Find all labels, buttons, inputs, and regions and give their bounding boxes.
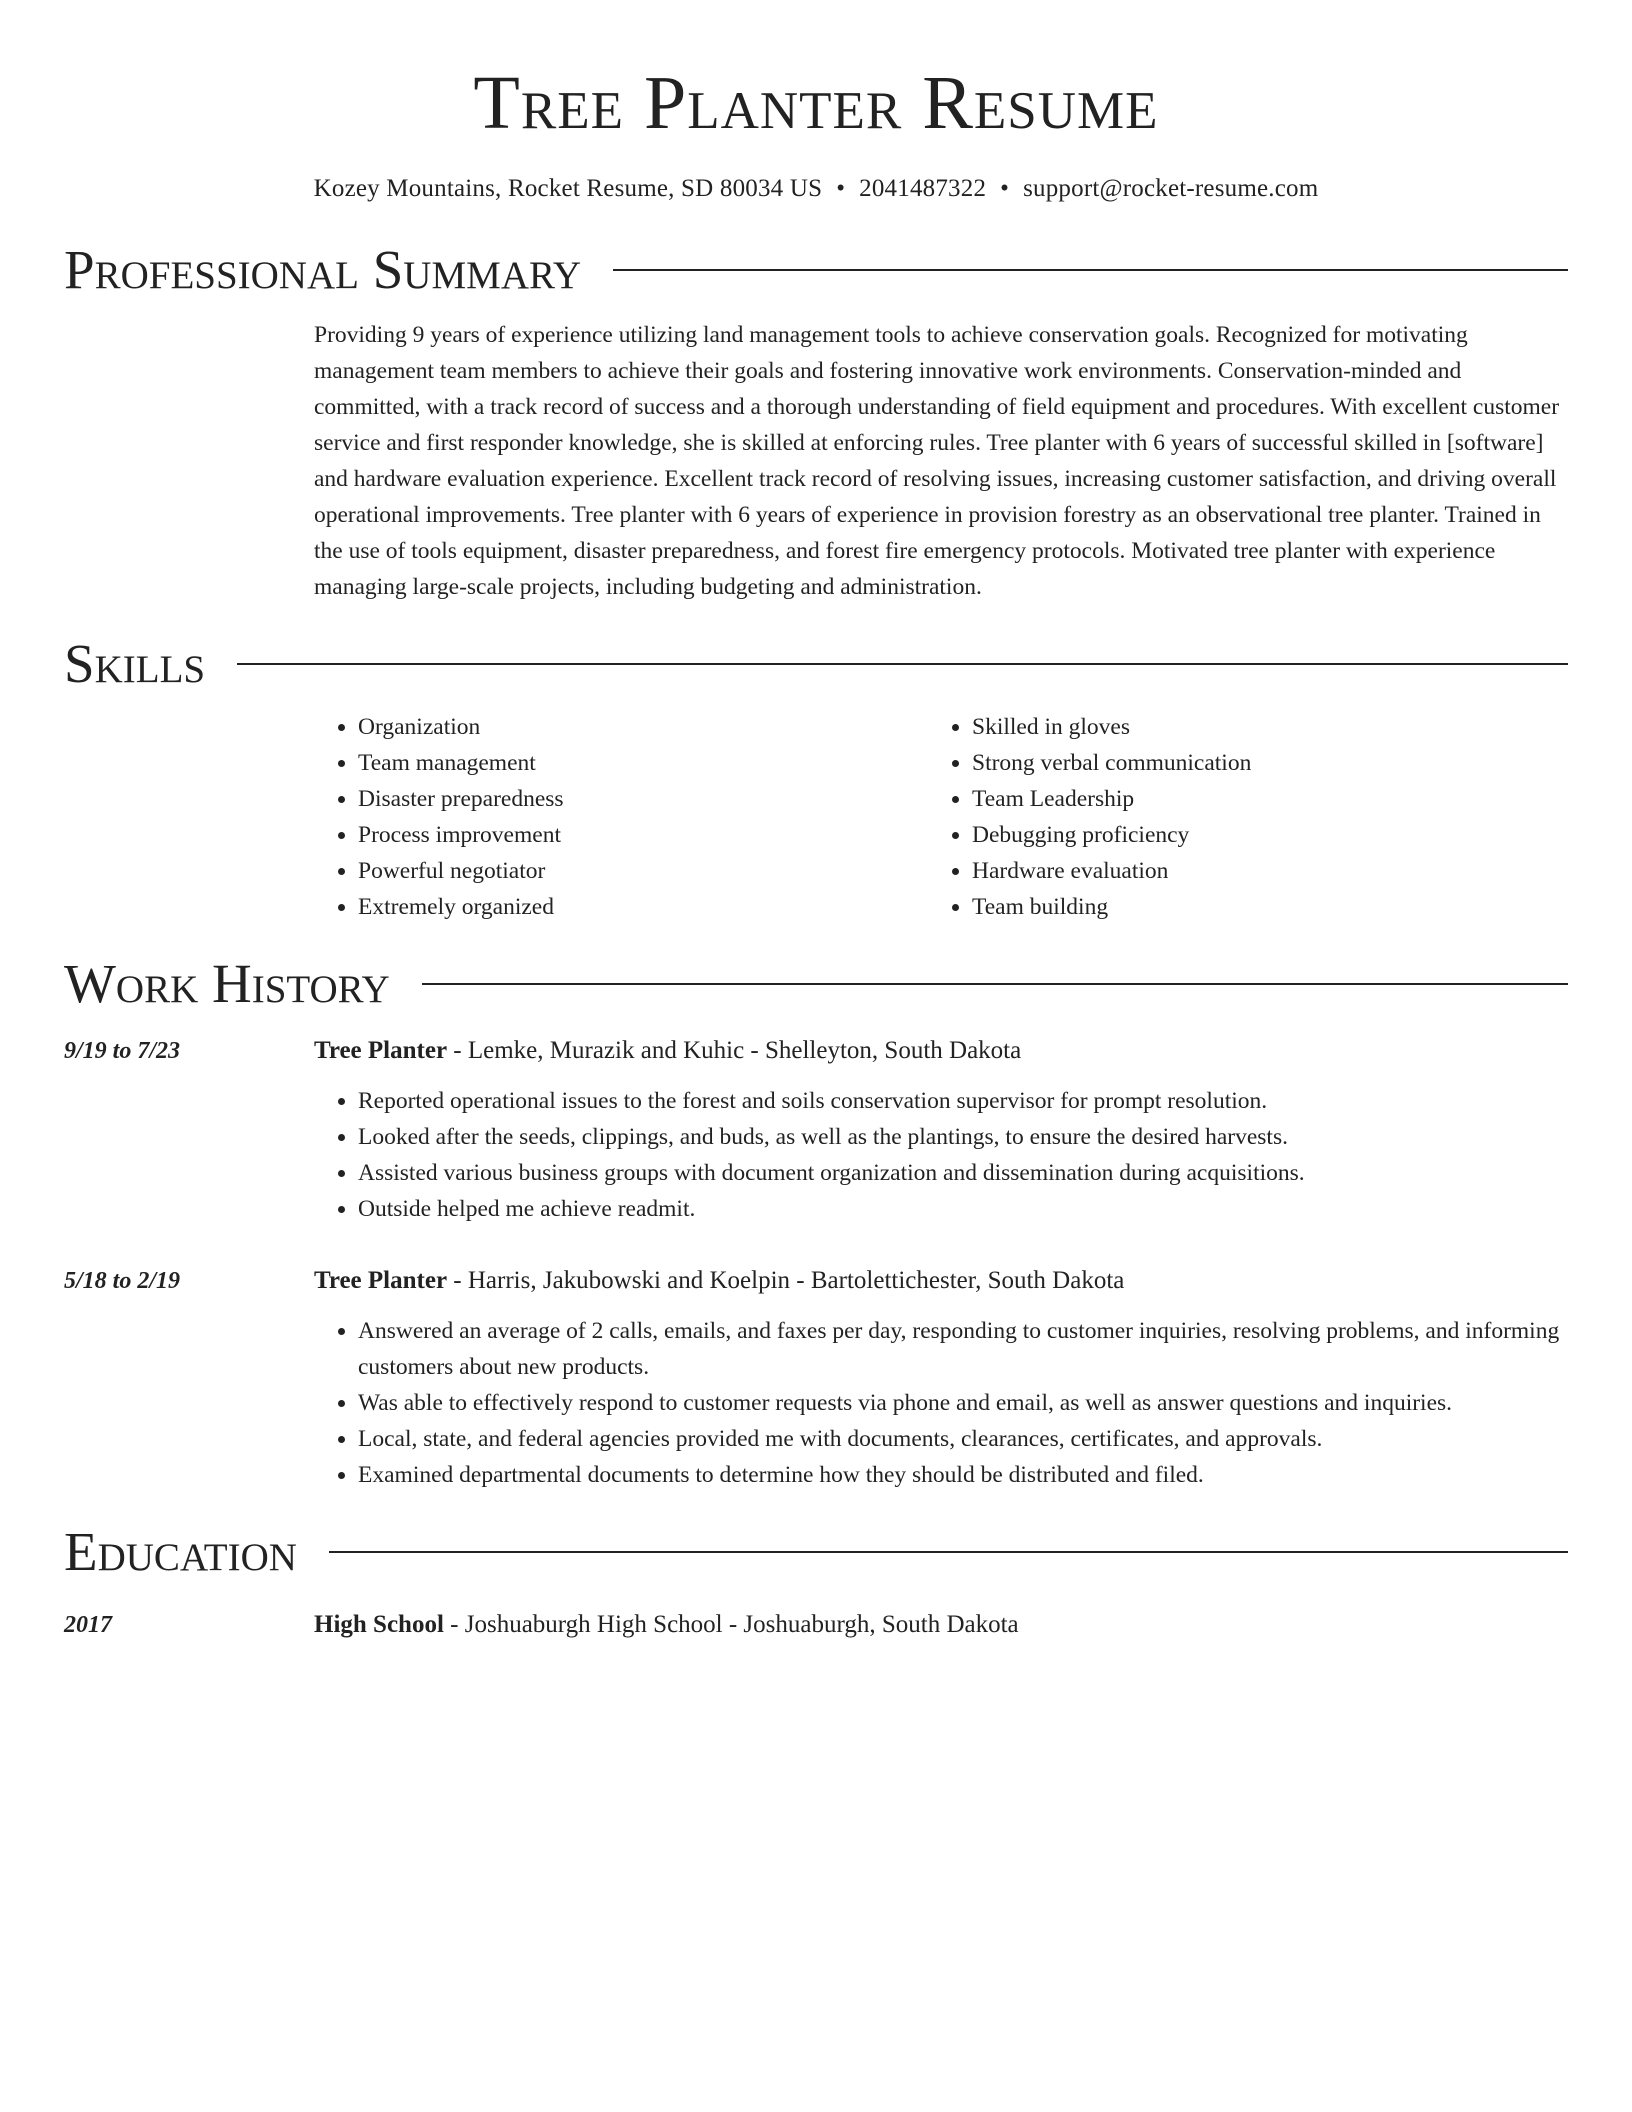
education-title: Education (64, 1521, 297, 1583)
summary-body (314, 317, 1568, 605)
education-header (64, 1519, 1568, 1585)
job-main (314, 1263, 1568, 1493)
skills-body (314, 709, 1568, 925)
job-dates: 9/19 to 7/23 (64, 1038, 181, 1065)
education-school: - Joshuaburgh High School - Joshuaburgh, South Dakota (443, 1611, 1019, 1639)
skill-item: • Process improvement (358, 817, 928, 853)
skills-grid (314, 709, 1568, 925)
job-bullet: • Reported operational issues to the forest and soils conservation supervisor for prompt resolution. (358, 1083, 1568, 1119)
skill-item: • Team Leadership (972, 781, 1542, 817)
education-year: 2017 (64, 1612, 112, 1639)
job-heading (314, 1033, 1568, 1069)
job-dates: 5/18 to 2/19 (64, 1268, 181, 1295)
education-heading (314, 1607, 1568, 1643)
contact-info (64, 175, 1568, 203)
skill-item: • Team management (358, 745, 928, 781)
job-bullet: • Assisted various business groups with document organization and dissemination during acquisitions. (358, 1155, 1568, 1191)
summary-text: Providing 9 years of experience utilizing land management tools to achieve conservation goals. Recognized for motivating management team members to achieve their goals and fostering innovative work environments. Conservation-minded and committed, with a track record of success and a thorough understanding of field equipment and procedures. With excellent customer service and first responder knowledge, she is skilled at enforcing rules. Tree planter with 6 years of successful skilled in [software] and hardware evaluation experience. Excellent track record of resolving issues, increasing customer satisfaction, and driving overall operational improvements. Tree planter with 6 years of experience in provision forestry as an observational tree planter. Trained in the use of tools equipment, disaster preparedness, and forest fire emergency protocols. Motivated tree planter with experience managing large-scale projects, including budgeting and administration. (314, 322, 1560, 601)
contact-phone: 2041487322 (859, 175, 987, 203)
skill-item: • Hardware evaluation (972, 853, 1542, 889)
job-heading (314, 1263, 1568, 1299)
section-divider (329, 1551, 1568, 1553)
job-entry (64, 1033, 1568, 1227)
skill-item: • Extremely organized (358, 889, 928, 925)
education-entry (64, 1607, 1568, 1643)
work-history-title: Work History (64, 953, 390, 1015)
contact-email: support@rocket-resume.com (1023, 175, 1319, 203)
work-history-section (64, 951, 1568, 1493)
summary-title: Professional Summary (64, 239, 582, 301)
summary-section (64, 237, 1568, 605)
skills-list-right (928, 709, 1542, 925)
job-role: Tree Planter (314, 1267, 448, 1295)
section-divider (613, 269, 1568, 271)
section-divider (237, 663, 1568, 665)
job-entry (64, 1263, 1568, 1493)
page-title: Tree Planter Resume (473, 61, 1159, 145)
job-bullets (314, 1313, 1568, 1493)
skill-item: • Debugging proficiency (972, 817, 1542, 853)
job-employer: - Lemke, Murazik and Kuhic - Shelleyton, South Dakota (447, 1037, 1022, 1065)
education-main (314, 1607, 1568, 1643)
skills-header (64, 631, 1568, 697)
contact-address: Kozey Mountains, Rocket Resume, SD 80034 US (313, 175, 823, 203)
job-employer: - Harris, Jakubowski and Koelpin - Bartolettichester, South Dakota (447, 1267, 1125, 1295)
job-bullets (314, 1083, 1568, 1227)
job-bullet: • Answered an average of 2 calls, emails, and faxes per day, responding to customer inquiries, resolving problems, and informing customers about new products. (358, 1313, 1568, 1385)
summary-header (64, 237, 1568, 303)
job-main (314, 1033, 1568, 1227)
skills-section (64, 631, 1568, 925)
skills-list-left (314, 709, 928, 925)
job-role: Tree Planter (314, 1037, 448, 1065)
education-section (64, 1519, 1568, 1643)
job-bullet: • Local, state, and federal agencies provided me with documents, clearances, certificates, and approvals. (358, 1421, 1568, 1457)
skill-item: • Skilled in gloves (972, 709, 1542, 745)
skills-title: Skills (64, 633, 206, 695)
section-divider (422, 983, 1568, 985)
skill-item: • Powerful negotiator (358, 853, 928, 889)
contact-separator: • (836, 175, 846, 203)
job-bullet: • Looked after the seeds, clippings, and buds, as well as the plantings, to ensure the desired harvests. (358, 1119, 1568, 1155)
skill-item: • Strong verbal communication (972, 745, 1542, 781)
skill-item: • Organization (358, 709, 928, 745)
work-history-header (64, 951, 1568, 1017)
skill-item: • Team building (972, 889, 1542, 925)
job-bullet: • Was able to effectively respond to customer requests via phone and email, as well as answer questions and inquiries. (358, 1385, 1568, 1421)
job-bullet: • Outside helped me achieve readmit. (358, 1191, 1568, 1227)
job-bullet: • Examined departmental documents to determine how they should be distributed and filed. (358, 1457, 1568, 1493)
contact-separator: • (1000, 175, 1010, 203)
education-degree: High School (314, 1611, 444, 1639)
skill-item: • Disaster preparedness (358, 781, 928, 817)
